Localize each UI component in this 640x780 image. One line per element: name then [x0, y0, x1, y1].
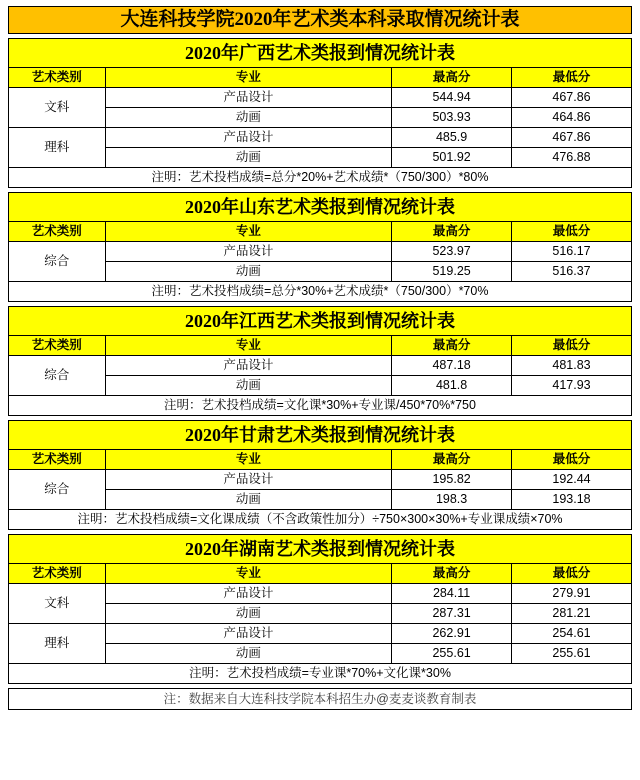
column-header-category: 艺术类别: [9, 336, 106, 356]
column-header-major: 专业: [105, 68, 392, 88]
column-header-min: 最低分: [512, 68, 632, 88]
region-block-gansu: [8, 420, 632, 530]
column-header-category: 艺术类别: [9, 564, 106, 584]
table-note-row: [9, 282, 632, 302]
stats-table: [8, 67, 632, 188]
region-block-hunan: [8, 534, 632, 684]
table-header-row: [9, 68, 632, 88]
column-header-major: 专业: [105, 222, 392, 242]
cell-min: 467.86: [512, 128, 632, 148]
block-title: 2020年山东艺术类报到情况统计表: [8, 192, 632, 221]
table-row: [9, 88, 632, 108]
cell-major: 产品设计: [105, 584, 392, 604]
cell-max: 255.61: [392, 644, 512, 664]
stats-table: [8, 221, 632, 302]
cell-max: 523.97: [392, 242, 512, 262]
cell-max: 262.91: [392, 624, 512, 644]
cell-max: 481.8: [392, 376, 512, 396]
cell-max: 501.92: [392, 148, 512, 168]
cell-major: 动画: [105, 644, 392, 664]
column-header-min: 最低分: [512, 336, 632, 356]
stats-table: [8, 563, 632, 684]
cell-min: 255.61: [512, 644, 632, 664]
cell-max: 485.9: [392, 128, 512, 148]
column-header-max: 最高分: [392, 222, 512, 242]
table-note-row: [9, 510, 632, 530]
cell-major: 动画: [105, 376, 392, 396]
cell-major: 动画: [105, 604, 392, 624]
cell-max: 198.3: [392, 490, 512, 510]
block-title: 2020年湖南艺术类报到情况统计表: [8, 534, 632, 563]
table-header-row: [9, 564, 632, 584]
stats-table: [8, 335, 632, 416]
cell-category: 文科: [9, 584, 106, 624]
cell-min: 192.44: [512, 470, 632, 490]
cell-major: 动画: [105, 108, 392, 128]
column-header-major: 专业: [105, 450, 392, 470]
region-block-jiangxi: [8, 306, 632, 416]
cell-major: 产品设计: [105, 128, 392, 148]
table-note-row: [9, 396, 632, 416]
cell-min: 279.91: [512, 584, 632, 604]
cell-max: 284.11: [392, 584, 512, 604]
column-header-min: 最低分: [512, 564, 632, 584]
column-header-max: 最高分: [392, 450, 512, 470]
cell-major: 产品设计: [105, 356, 392, 376]
cell-max: 195.82: [392, 470, 512, 490]
column-header-max: 最高分: [392, 68, 512, 88]
cell-category: 综合: [9, 242, 106, 282]
cell-major: 产品设计: [105, 88, 392, 108]
column-header-major: 专业: [105, 564, 392, 584]
cell-major: 动画: [105, 490, 392, 510]
note-text: 注明：艺术投档成绩=文化课成绩（不含政策性加分）÷750×300×30%+专业课成绩×70%: [9, 510, 632, 530]
region-block-shandong: [8, 192, 632, 302]
cell-max: 487.18: [392, 356, 512, 376]
cell-min: 193.18: [512, 490, 632, 510]
cell-max: 544.94: [392, 88, 512, 108]
note-text: 注明：艺术投档成绩=文化课*30%+专业课/450*70%*750: [9, 396, 632, 416]
cell-min: 516.37: [512, 262, 632, 282]
table-header-row: [9, 336, 632, 356]
cell-category: 理科: [9, 128, 106, 168]
page-title: 大连科技学院2020年艺术类本科录取情况统计表: [8, 6, 632, 34]
column-header-min: 最低分: [512, 222, 632, 242]
cell-max: 503.93: [392, 108, 512, 128]
cell-max: 519.25: [392, 262, 512, 282]
region-block-guangxi: [8, 38, 632, 188]
column-header-major: 专业: [105, 336, 392, 356]
block-title: 2020年广西艺术类报到情况统计表: [8, 38, 632, 67]
cell-min: 417.93: [512, 376, 632, 396]
column-header-category: 艺术类别: [9, 450, 106, 470]
cell-min: 476.88: [512, 148, 632, 168]
table-note-row: [9, 664, 632, 684]
cell-major: 产品设计: [105, 624, 392, 644]
table-row: [9, 242, 632, 262]
table-row: [9, 128, 632, 148]
note-text: 注明：艺术投档成绩=总分*20%+艺术成绩*（750/300）*80%: [9, 168, 632, 188]
cell-major: 产品设计: [105, 470, 392, 490]
cell-category: 理科: [9, 624, 106, 664]
table-row: [9, 470, 632, 490]
cell-category: 综合: [9, 470, 106, 510]
cell-category: 文科: [9, 88, 106, 128]
cell-max: 287.31: [392, 604, 512, 624]
cell-min: 254.61: [512, 624, 632, 644]
column-header-max: 最高分: [392, 564, 512, 584]
column-header-category: 艺术类别: [9, 222, 106, 242]
table-header-row: [9, 222, 632, 242]
cell-min: 516.17: [512, 242, 632, 262]
block-title: 2020年甘肃艺术类报到情况统计表: [8, 420, 632, 449]
column-header-max: 最高分: [392, 336, 512, 356]
block-title: 2020年江西艺术类报到情况统计表: [8, 306, 632, 335]
cell-major: 动画: [105, 148, 392, 168]
cell-major: 产品设计: [105, 242, 392, 262]
cell-category: 综合: [9, 356, 106, 396]
cell-min: 467.86: [512, 88, 632, 108]
cell-min: 464.86: [512, 108, 632, 128]
document-footer: 注：数据来自大连科技学院本科招生办@麦麦谈教育制表: [8, 688, 632, 710]
table-row: [9, 356, 632, 376]
cell-min: 281.21: [512, 604, 632, 624]
table-row: [9, 624, 632, 644]
note-text: 注明：艺术投档成绩=总分*30%+艺术成绩*（750/300）*70%: [9, 282, 632, 302]
column-header-category: 艺术类别: [9, 68, 106, 88]
note-text: 注明：艺术投档成绩=专业课*70%+文化课*30%: [9, 664, 632, 684]
cell-major: 动画: [105, 262, 392, 282]
table-header-row: [9, 450, 632, 470]
cell-min: 481.83: [512, 356, 632, 376]
table-row: [9, 584, 632, 604]
column-header-min: 最低分: [512, 450, 632, 470]
stats-table: [8, 449, 632, 530]
table-note-row: [9, 168, 632, 188]
